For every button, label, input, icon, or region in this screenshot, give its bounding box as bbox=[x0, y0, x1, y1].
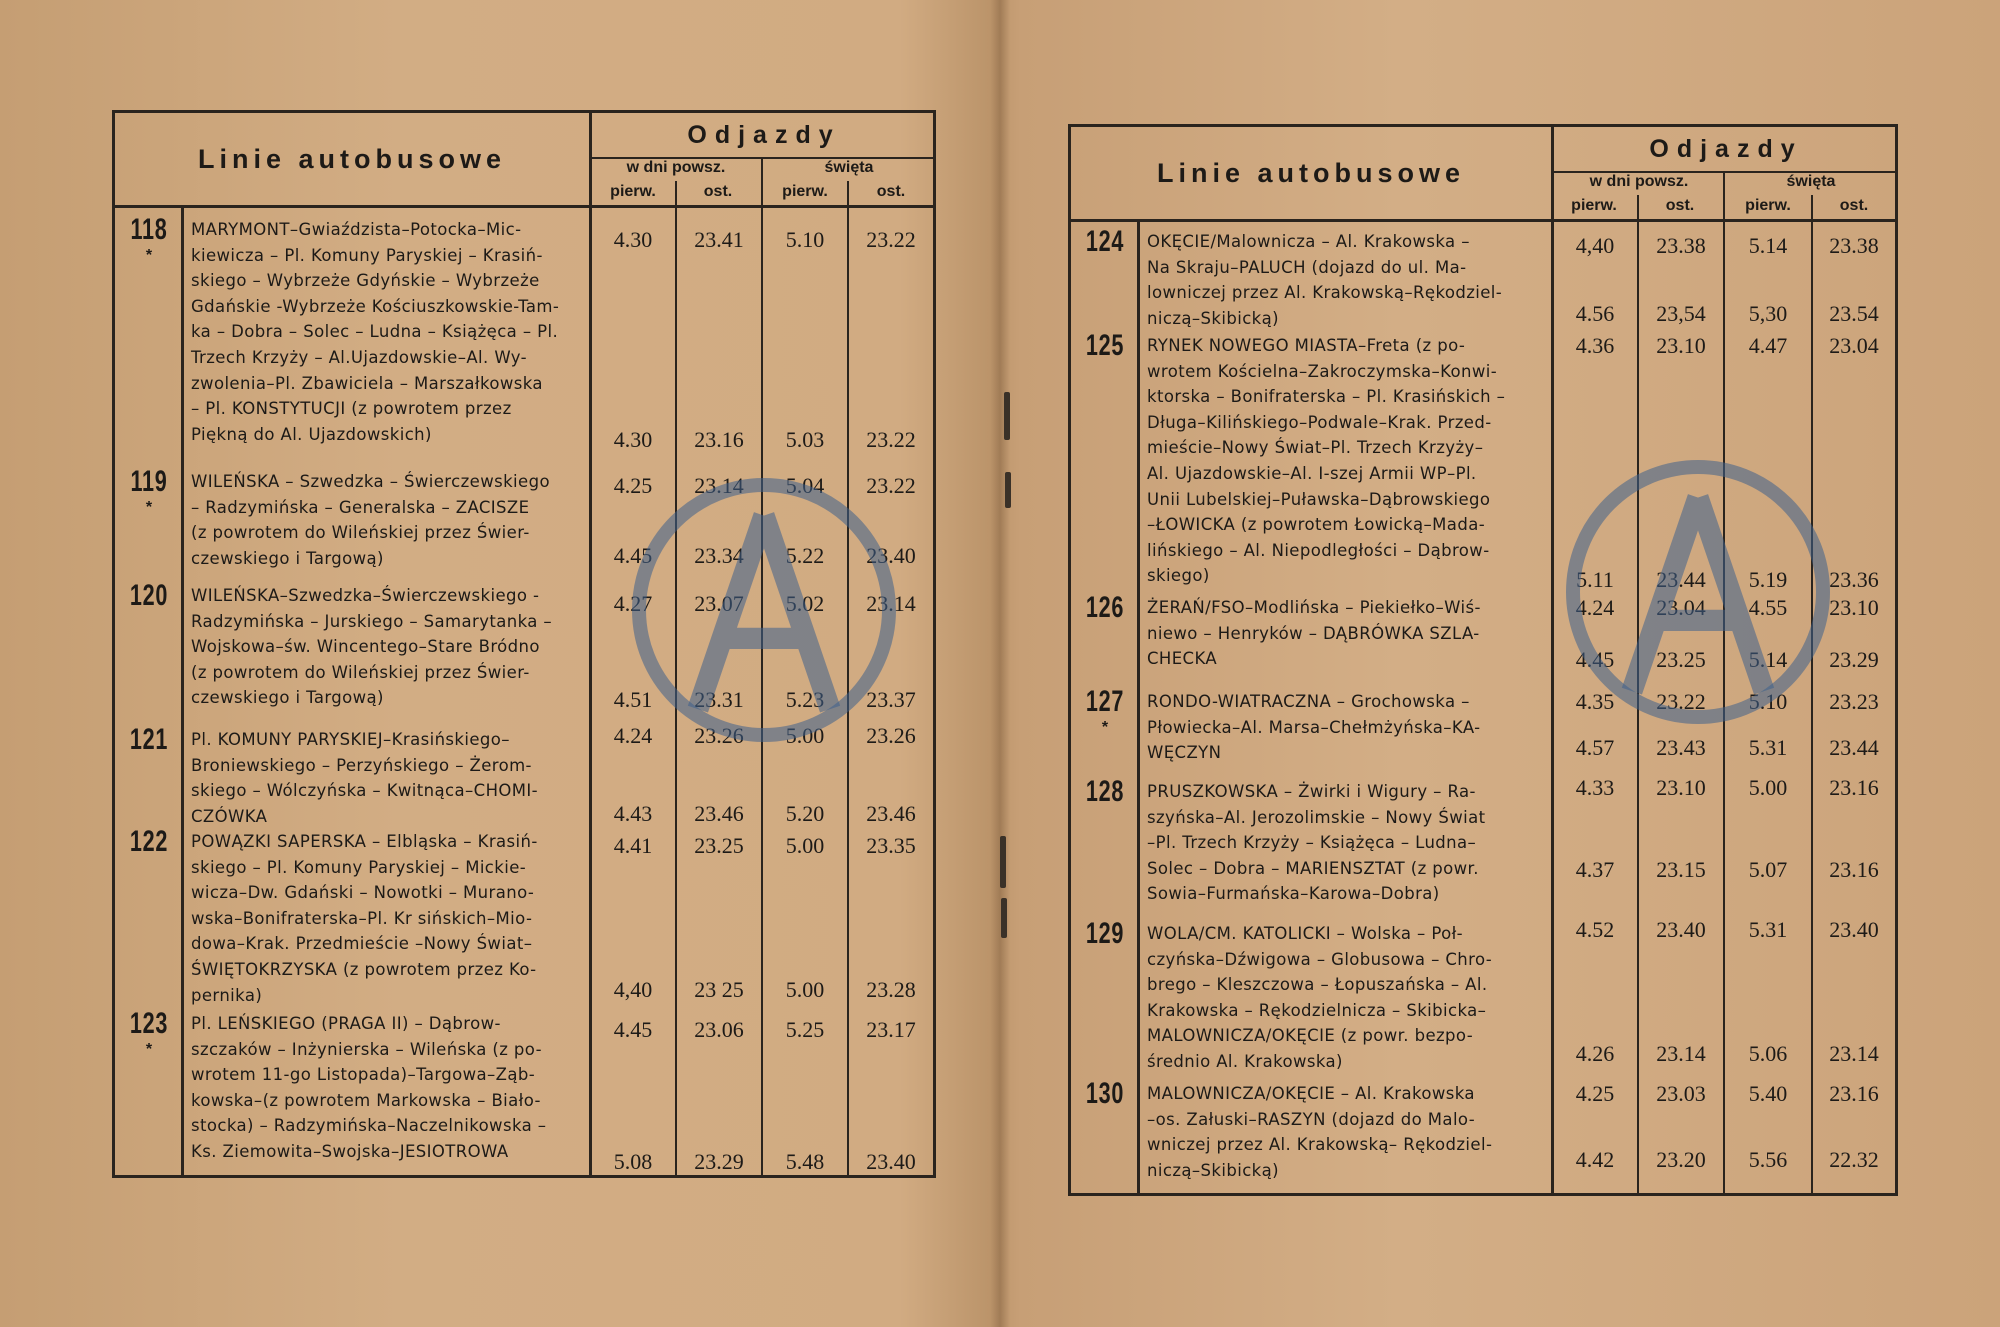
route-description: MARYMONT–Gwiaździsta–Potocka–Mic- kiewicza – Pl. Komuny Paryskiej – Krasiń- skiego – Wybrzeże Gdyńskie – Wybrzeże Gdańskie -Wybrzeże Kościuszkowskie-Tam- ka – Dobra – Solec – Ludna – Książęca – Pl. Trzech Krzyży – Al.Ujazdowskie–Al. Wy- zwolenia–Pl. Zbawiciela – Marszałkowska – Pl. KONSTYTUCJI (z powrotem przez Piękną do Al. Ujazdowskich) bbox=[191, 220, 560, 444]
line-number: 126 bbox=[1085, 591, 1125, 624]
right-page bbox=[1002, 0, 2000, 1327]
line-number: 118 bbox=[130, 213, 168, 246]
departure-time: 23.29 bbox=[694, 1149, 744, 1174]
left-page bbox=[0, 0, 998, 1327]
departure-time: 4.51 bbox=[613, 687, 653, 712]
stamp-letter-a bbox=[646, 492, 882, 728]
line-number: 127 bbox=[1085, 685, 1125, 718]
departure-time: 5.03 bbox=[785, 427, 825, 452]
departure-time: 23.31 bbox=[694, 687, 744, 712]
departure-time: 23.29 bbox=[1829, 647, 1879, 672]
departure-time: 5.20 bbox=[785, 801, 825, 826]
route-description: MALOWNICZA/OKĘCIE – Al. Krakowska –os. Załuski–RASZYN (dojazd do Malo- wniczej przez Al. Krakowską– Rękodziel- niczą–Skibicką) bbox=[1147, 1084, 1493, 1180]
header-weekdays: w dni powsz. bbox=[1589, 173, 1689, 190]
header-first: pierw. bbox=[782, 183, 828, 200]
stamp-letter-a bbox=[1580, 474, 1816, 710]
departure-time: 23.28 bbox=[866, 977, 916, 1002]
departure-time: 4.37 bbox=[1575, 857, 1615, 882]
line-number: 123 bbox=[129, 1007, 169, 1040]
header-last: ost. bbox=[703, 183, 733, 200]
departure-time: 23.04 bbox=[1829, 333, 1879, 358]
departure-time: 23.07 bbox=[694, 591, 744, 616]
departure-time: 5.14 bbox=[1748, 647, 1788, 672]
departure-time: 5.22 bbox=[785, 543, 825, 568]
departure-time: 4.25 bbox=[613, 473, 653, 498]
departure-time: 23.16 bbox=[1829, 775, 1879, 800]
departure-time: 5.00 bbox=[1748, 775, 1788, 800]
divider bbox=[1811, 195, 1813, 219]
line-star-marker: * bbox=[145, 499, 153, 516]
departure-time: 4.45 bbox=[613, 543, 653, 568]
departure-time: 23.10 bbox=[1656, 775, 1706, 800]
departure-time: 4.42 bbox=[1575, 1147, 1615, 1172]
line-star-marker: * bbox=[145, 1041, 153, 1058]
departure-time: 23.25 bbox=[694, 833, 744, 858]
departure-time: 4,40 bbox=[1575, 233, 1615, 258]
divider bbox=[761, 159, 763, 205]
route-description: WOLA/CM. KATOLICKI – Wolska – Poł- czyńska–Dźwigowa – Globusowa – Chro- brego – Kleszczowa – Łopuszańska – Al. Krakowska – Rękodzielnicza – Skibicka– MALOWNICZA/OKĘCIE (z powr. bezpo- średnio Al. Krakowska) bbox=[1147, 924, 1493, 1071]
departure-time: 23.14 bbox=[694, 473, 744, 498]
line-number: 120 bbox=[129, 579, 169, 612]
departure-time: 23.40 bbox=[866, 1149, 916, 1174]
route-description: RYNEK NOWEGO MIASTA–Freta (z po- wrotem Kościelna–Zakroczymska–Konwi- ktorska – Bonifraterska – Pl. Krasińskich – Długa–Kilińskiego–Podwale–Krak. Przed- mieście–Nowy Świat–Pl. Trzech Krzyży– Al. Ujazdowskie–Al. I-szej Armii WP–Pl. Unii Lubelskiej–Puławska–Dąbrowskiego –ŁOWICKA (z powrotem Łowicką–Mada- lińskiego – Al. Niepodległości – Dąbrow- skiego) bbox=[1147, 336, 1506, 586]
line-star-marker: * bbox=[145, 247, 153, 264]
departure-time: 23.46 bbox=[694, 801, 744, 826]
departure-time: 5.07 bbox=[1748, 857, 1788, 882]
departure-time: 22.32 bbox=[1829, 1147, 1879, 1172]
stamp-seal bbox=[632, 478, 896, 742]
departure-time: 23.46 bbox=[866, 801, 916, 826]
departure-time: 23.20 bbox=[1656, 1147, 1706, 1172]
departure-time: 23.04 bbox=[1656, 595, 1706, 620]
departure-time: 23.40 bbox=[866, 543, 916, 568]
divider bbox=[675, 181, 677, 205]
departure-time: 4.24 bbox=[1575, 595, 1615, 620]
header-departures: Odjazdy bbox=[1551, 127, 1898, 173]
header-departures: Odjazdy bbox=[589, 113, 936, 159]
departure-time: 4.36 bbox=[1575, 333, 1615, 358]
departure-time: 23.41 bbox=[694, 227, 744, 252]
departure-time: 4.30 bbox=[613, 227, 653, 252]
departure-time: 23.35 bbox=[866, 833, 916, 858]
departure-time: 23.14 bbox=[1829, 1041, 1879, 1066]
departure-time: 5.10 bbox=[785, 227, 825, 252]
departure-time: 5.19 bbox=[1748, 567, 1788, 592]
departure-time: 23.44 bbox=[1656, 567, 1706, 592]
departure-time: 4.56 bbox=[1575, 301, 1615, 326]
departure-time: 23.22 bbox=[1656, 689, 1706, 714]
departure-time: 23.06 bbox=[694, 1017, 744, 1042]
departure-time: 5.08 bbox=[613, 1149, 653, 1174]
departure-time: 4.25 bbox=[1575, 1081, 1615, 1106]
table-header bbox=[115, 113, 933, 208]
header-last: ost. bbox=[1839, 197, 1869, 214]
departure-time: 4.24 bbox=[613, 723, 653, 748]
departure-time: 23.54 bbox=[1829, 301, 1879, 326]
departure-time: 5.40 bbox=[1748, 1081, 1788, 1106]
line-number: 128 bbox=[1085, 775, 1125, 808]
stamp-seal bbox=[1566, 460, 1830, 724]
route-description: WILEŃSKA–Szwedzka–Świerczewskiego - Radzymińska – Jurskiego – Samarytanka – Wojskowa–św. Wincentego–Stare Bródno (z powrotem do Wileńskiej przez Świer- czewskiego i Targową) bbox=[191, 586, 553, 708]
departure-time: 5.00 bbox=[785, 723, 825, 748]
departure-time: 4.43 bbox=[613, 801, 653, 826]
departure-time: 23.44 bbox=[1829, 735, 1879, 760]
line-number: 124 bbox=[1085, 225, 1125, 258]
departure-time: 5.14 bbox=[1748, 233, 1788, 258]
route-description: Pl. KOMUNY PARYSKIEJ–Krasińskiego– Broniewskiego – Perzyńskiego – Żerom- skiego – Wólczyńska – Kwitnąca–CHOMI- CZÓWKA bbox=[191, 730, 539, 826]
header-last: ost. bbox=[1665, 197, 1695, 214]
divider bbox=[1137, 219, 1140, 1193]
departure-time: 23.26 bbox=[694, 723, 744, 748]
departure-time: 4.55 bbox=[1748, 595, 1788, 620]
divider bbox=[1637, 195, 1639, 219]
departure-time: 23.25 bbox=[1656, 647, 1706, 672]
header-holidays: święta bbox=[1786, 173, 1836, 190]
header-title: Linie autobusowe bbox=[1156, 157, 1465, 188]
departure-time: 5.00 bbox=[785, 833, 825, 858]
route-description: POWĄZKI SAPERSKA – Elbląska – Krasiń- skiego – Pl. Komuny Paryskiej – Mickie- wicza–Dw. Gdański – Nowotki – Murano- wska–Bonifraterska–Pl. Kr sińskich–Mio- dowa–Krak. Przedmieście –Nowy Świat– ŚWIĘTOKRZYSKA (z powrotem przez Ko- pernika) bbox=[191, 832, 538, 1005]
departure-time: 23.38 bbox=[1829, 233, 1879, 258]
departure-time: 5.06 bbox=[1748, 1041, 1788, 1066]
departure-time: 4.35 bbox=[1575, 689, 1615, 714]
divider bbox=[181, 205, 184, 1175]
departure-time: 23.26 bbox=[866, 723, 916, 748]
departure-time: 23.15 bbox=[1656, 857, 1706, 882]
departure-time: 23.16 bbox=[1829, 857, 1879, 882]
departure-time: 4.57 bbox=[1575, 735, 1615, 760]
line-number: 119 bbox=[130, 465, 168, 498]
departure-time: 5.48 bbox=[785, 1149, 825, 1174]
route-description: Pl. LEŃSKIEGO (PRAGA II) – Dąbrow- szczaków – Inżynierska – Wileńska (z po- wrotem 11-go Listopada)–Targowa–Ząb- kowska–(z powrotem Markowska – Biało- stocka) – Radzymińska–Naczelnikowska – Ks. Ziemowita–Swojska–JESIOTROWA bbox=[191, 1014, 547, 1161]
route-description: ŻERAŃ/FSO–Modlińska – Piekiełko–Wiś- niewo – Henryków – DĄBRÓWKA SZLA- CHECKA bbox=[1147, 598, 1481, 669]
departure-time: 4.33 bbox=[1575, 775, 1615, 800]
divider bbox=[847, 181, 849, 205]
departure-time: 23.14 bbox=[1656, 1041, 1706, 1066]
departure-time: 4.26 bbox=[1575, 1041, 1615, 1066]
departure-time: 23.40 bbox=[1829, 917, 1879, 942]
departure-time: 5,30 bbox=[1748, 301, 1788, 326]
departure-time: 23.38 bbox=[1656, 233, 1706, 258]
departure-time: 5.02 bbox=[785, 591, 825, 616]
departure-time: 4.45 bbox=[1575, 647, 1615, 672]
departure-time: 23.10 bbox=[1829, 595, 1879, 620]
departure-time: 5.11 bbox=[1576, 567, 1614, 592]
header-first: pierw. bbox=[610, 183, 656, 200]
departure-time: 23.22 bbox=[866, 227, 916, 252]
departure-time: 23.17 bbox=[866, 1017, 916, 1042]
departure-time: 4.30 bbox=[613, 427, 653, 452]
departure-time: 23.43 bbox=[1656, 735, 1706, 760]
route-description: RONDO-WIATRACZNA – Grochowska – Płowiecka–Al. Marsa–Chełmżyńska–KA- WĘCZYN bbox=[1147, 692, 1481, 763]
header-holidays: święta bbox=[824, 159, 874, 176]
departure-time: 23.36 bbox=[1829, 567, 1879, 592]
header-first: pierw. bbox=[1571, 197, 1617, 214]
departure-time: 23.14 bbox=[866, 591, 916, 616]
departure-time: 23.22 bbox=[866, 427, 916, 452]
departure-time: 23.10 bbox=[1656, 333, 1706, 358]
header-weekdays: w dni powsz. bbox=[626, 159, 726, 176]
header-last: ost. bbox=[876, 183, 906, 200]
route-description: PRUSZKOWSKA – Żwirki i Wigury – Ra- szyńska–Al. Jerozolimskie – Nowy Świat –Pl. Trzech Krzyży – Książęca – Ludna– Solec – Dobra – MARIENSZTAT (z powr. Sowia–Furmańska–Karowa–Dobra) bbox=[1147, 782, 1486, 904]
line-number: 121 bbox=[129, 723, 169, 756]
departure-time: 4.47 bbox=[1748, 333, 1788, 358]
departure-time: 23.22 bbox=[866, 473, 916, 498]
line-number: 125 bbox=[1085, 329, 1125, 362]
departure-time: 23.16 bbox=[694, 427, 744, 452]
table-header bbox=[1071, 127, 1895, 222]
departure-time: 5.25 bbox=[785, 1017, 825, 1042]
departure-time: 5.04 bbox=[785, 473, 825, 498]
departure-time: 4.52 bbox=[1575, 917, 1615, 942]
departure-time: 23.03 bbox=[1656, 1081, 1706, 1106]
line-star-marker: * bbox=[1101, 719, 1109, 736]
departure-time: 4.27 bbox=[613, 591, 653, 616]
departure-time: 4,40 bbox=[613, 977, 653, 1002]
departure-time: 23 25 bbox=[694, 977, 744, 1002]
departure-time: 5.10 bbox=[1748, 689, 1788, 714]
line-number: 129 bbox=[1085, 917, 1125, 950]
header-title: Linie autobusowe bbox=[197, 143, 506, 174]
departure-time: 23.16 bbox=[1829, 1081, 1879, 1106]
departure-time: 4.45 bbox=[613, 1017, 653, 1042]
departure-time: 5.31 bbox=[1748, 917, 1788, 942]
departure-time: 23.34 bbox=[694, 543, 744, 568]
departure-time: 23.23 bbox=[1829, 689, 1879, 714]
line-number: 130 bbox=[1085, 1077, 1125, 1110]
departure-time: 5.31 bbox=[1748, 735, 1788, 760]
departure-time: 23,54 bbox=[1656, 301, 1706, 326]
route-description: OKĘCIE/Malownicza – Al. Krakowska – Na Skraju–PALUCH (dojazd do ul. Ma- lowniczej przez Al. Krakowską–Rękodziel- niczą–Skibicką) bbox=[1147, 232, 1503, 328]
divider bbox=[1723, 173, 1725, 219]
departure-time: 23.37 bbox=[866, 687, 916, 712]
departure-time: 5.23 bbox=[785, 687, 825, 712]
departure-time: 5.00 bbox=[785, 977, 825, 1002]
route-description: WILEŃSKA – Szwedzka – Świerczewskiego – Radzymińska – Generalska – ZACISZE (z powrotem do Wileńskiej przez Świer- czewskiego i Targową) bbox=[191, 472, 550, 568]
header-first: pierw. bbox=[1745, 197, 1791, 214]
departure-time: 23.40 bbox=[1656, 917, 1706, 942]
departure-time: 5.56 bbox=[1748, 1147, 1788, 1172]
departure-time: 4.41 bbox=[613, 833, 653, 858]
line-number: 122 bbox=[129, 825, 169, 858]
